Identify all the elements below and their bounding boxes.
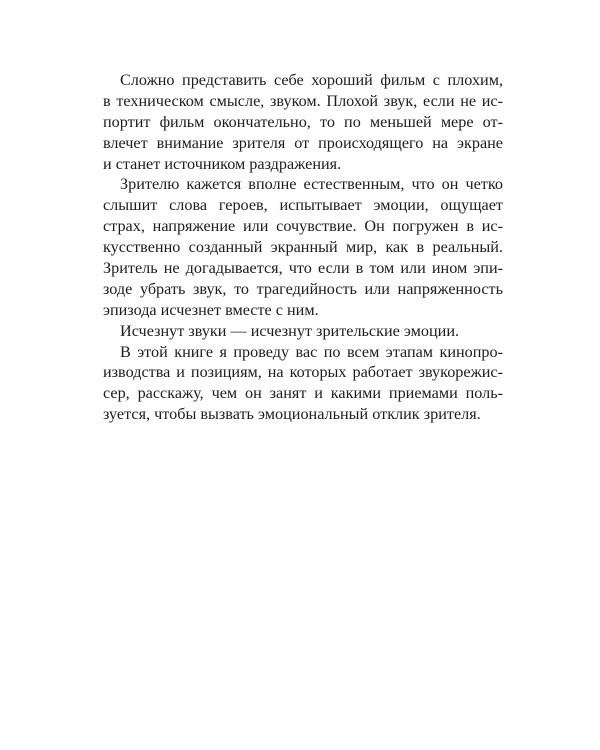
text-line: эпизода исчезнет вместе с ним. <box>103 300 319 319</box>
text-line: Исчезнут звуки — исчезнут зрительские эмоции. <box>120 321 460 340</box>
text-line: кусственно созданный экранный мир, как в реальный. <box>103 238 503 257</box>
text-line: влечет внимание зрителя от происходящего на экране <box>103 133 503 152</box>
text-line: В этой книге я проведу вас по всем этапам кинопро- <box>120 342 503 361</box>
paragraph-1 <box>103 70 503 174</box>
text-line: портит фильм окончательно, то по меньшей мере от- <box>103 112 503 131</box>
paragraph-4 <box>103 342 503 426</box>
text-line: в техническом смысле, звуком. Плохой звук, если не ис- <box>103 91 503 110</box>
paragraph-2 <box>103 174 503 320</box>
body-text <box>103 70 503 425</box>
text-line: зуется, чтобы вызвать эмоциональный отклик зрителя. <box>103 405 481 424</box>
text-line: изводства и позициям, на которых работает звукорежис- <box>103 363 503 382</box>
text-line: сер, расскажу, чем он занят и какими приемами поль- <box>103 384 503 403</box>
text-line: Зрителю кажется вполне естественным, что он четко <box>120 175 503 194</box>
paragraph-3 <box>103 321 503 342</box>
text-line: страх, напряжение или сочувствие. Он погружен в ис- <box>103 217 503 236</box>
text-line: слышит слова героев, испытывает эмоции, ощущает <box>103 196 503 215</box>
text-line: зоде убрать звук, то трагедийность или напряженность <box>103 279 503 298</box>
text-line: Сложно представить себе хороший фильм с плохим, <box>120 71 503 89</box>
text-line: Зритель не догадывается, что если в том или ином эпи- <box>103 259 503 278</box>
text-line: и станет источником раздражения. <box>103 154 342 173</box>
